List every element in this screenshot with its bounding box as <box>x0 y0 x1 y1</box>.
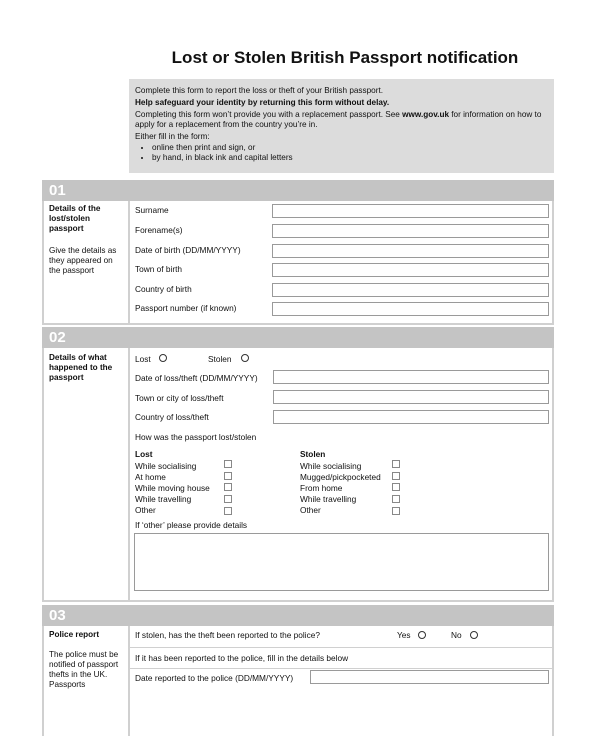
surname-label: Surname <box>135 205 169 215</box>
stolen-option-label: From home <box>300 483 343 493</box>
stolen-option-label: Mugged/pickpocketed <box>300 472 381 482</box>
stolen-home-checkbox[interactable] <box>392 483 400 491</box>
country-loss-label: Country of loss/theft <box>135 412 209 422</box>
town-loss-label: Town or city of loss/theft <box>135 393 224 403</box>
stolen-radio-label: Stolen <box>208 354 232 364</box>
town-of-birth-field[interactable] <box>272 263 549 277</box>
section-02-header: 02 <box>42 327 554 348</box>
section-03-header: 03 <box>42 605 554 626</box>
lost-travelling-checkbox[interactable] <box>224 495 232 503</box>
surname-field[interactable] <box>272 204 549 218</box>
lost-radio-label: Lost <box>135 354 151 364</box>
other-details-textarea[interactable] <box>134 533 549 591</box>
no-radio-label: No <box>451 630 462 640</box>
intro-panel <box>129 79 554 173</box>
country-of-birth-label: Country of birth <box>135 284 192 294</box>
divider <box>129 647 554 648</box>
country-loss-field[interactable] <box>273 410 549 424</box>
stolen-option-label: Other <box>300 505 321 515</box>
lost-option-label: While socialising <box>135 461 197 471</box>
lost-moving-checkbox[interactable] <box>224 483 232 491</box>
divider <box>129 668 554 669</box>
date-reported-label: Date reported to the police (DD/MM/YYYY) <box>135 673 294 683</box>
other-details-label: If ‘other’ please provide details <box>135 520 248 530</box>
stolen-travelling-checkbox[interactable] <box>392 495 400 503</box>
intro-warning: Help safeguard your identity by returning this form without delay. <box>135 98 390 107</box>
dob-field[interactable] <box>272 244 549 258</box>
country-of-birth-field[interactable] <box>272 283 549 297</box>
forenames-label: Forename(s) <box>135 225 183 235</box>
police-instruction: If it has been reported to the police, fill in the details below <box>135 653 349 663</box>
stolen-other-checkbox[interactable] <box>392 507 400 515</box>
lost-home-checkbox[interactable] <box>224 472 232 480</box>
lost-radio[interactable] <box>159 354 167 362</box>
lost-option-label: While moving house <box>135 483 210 493</box>
passport-number-field[interactable] <box>272 302 549 316</box>
intro-line: Complete this form to report the loss or theft of your British passport. <box>135 86 384 95</box>
town-of-birth-label: Town of birth <box>135 264 183 274</box>
intro-list <box>135 143 548 163</box>
page-title: Lost or Stolen British Passport notification <box>171 48 519 67</box>
dob-label: Date of birth (DD/MM/YYYY) <box>135 245 241 255</box>
list-item: • by hand, in black ink and capital letters <box>152 153 548 163</box>
town-loss-field[interactable] <box>273 390 549 404</box>
section-01-title: Details of the lost/stolen passport <box>49 204 101 233</box>
forenames-field[interactable] <box>272 224 549 238</box>
section-01-hint: Give the details as they appeared on the passport <box>49 246 117 275</box>
stolen-mugged-checkbox[interactable] <box>392 472 400 480</box>
yes-radio-label: Yes <box>397 630 411 640</box>
lost-option-label: Other <box>135 505 156 515</box>
no-radio[interactable] <box>470 631 478 639</box>
date-loss-label: Date of loss/theft (DD/MM/YYYY) <box>135 373 258 383</box>
govuk-link[interactable]: www.gov.uk <box>402 110 449 119</box>
section-03-hint: The police must be notified of passport thefts in the UK. Passports <box>49 650 119 689</box>
date-loss-field[interactable] <box>273 370 549 384</box>
section-03-title: Police report <box>49 630 100 639</box>
police-question: If stolen, has the theft been reported to the police? <box>135 630 320 640</box>
date-reported-field[interactable] <box>310 670 549 684</box>
list-item: • online then print and sign, or <box>152 143 548 153</box>
section-01-header: 01 <box>42 180 554 201</box>
intro-line: Completing this form won’t provide you with a replacement passport. See www.gov.uk for information on how to apply for a replacement from the country you’re in. <box>135 110 542 129</box>
lost-other-checkbox[interactable] <box>224 507 232 515</box>
intro-line: Either fill in the form: <box>135 132 210 141</box>
stolen-option-label: While travelling <box>300 494 357 504</box>
stolen-radio[interactable] <box>241 354 249 362</box>
stolen-heading: Stolen <box>300 449 326 459</box>
lost-option-label: While travelling <box>135 494 192 504</box>
yes-radio[interactable] <box>418 631 426 639</box>
lost-heading: Lost <box>135 449 153 459</box>
stolen-option-label: While socialising <box>300 461 362 471</box>
section-02-title: Details of what happened to the passport <box>49 353 113 382</box>
lost-option-label: At home <box>135 472 166 482</box>
lost-socialising-checkbox[interactable] <box>224 460 232 468</box>
how-lost-question: How was the passport lost/stolen <box>135 432 257 442</box>
stolen-socialising-checkbox[interactable] <box>392 460 400 468</box>
passport-number-label: Passport number (if known) <box>135 303 237 313</box>
